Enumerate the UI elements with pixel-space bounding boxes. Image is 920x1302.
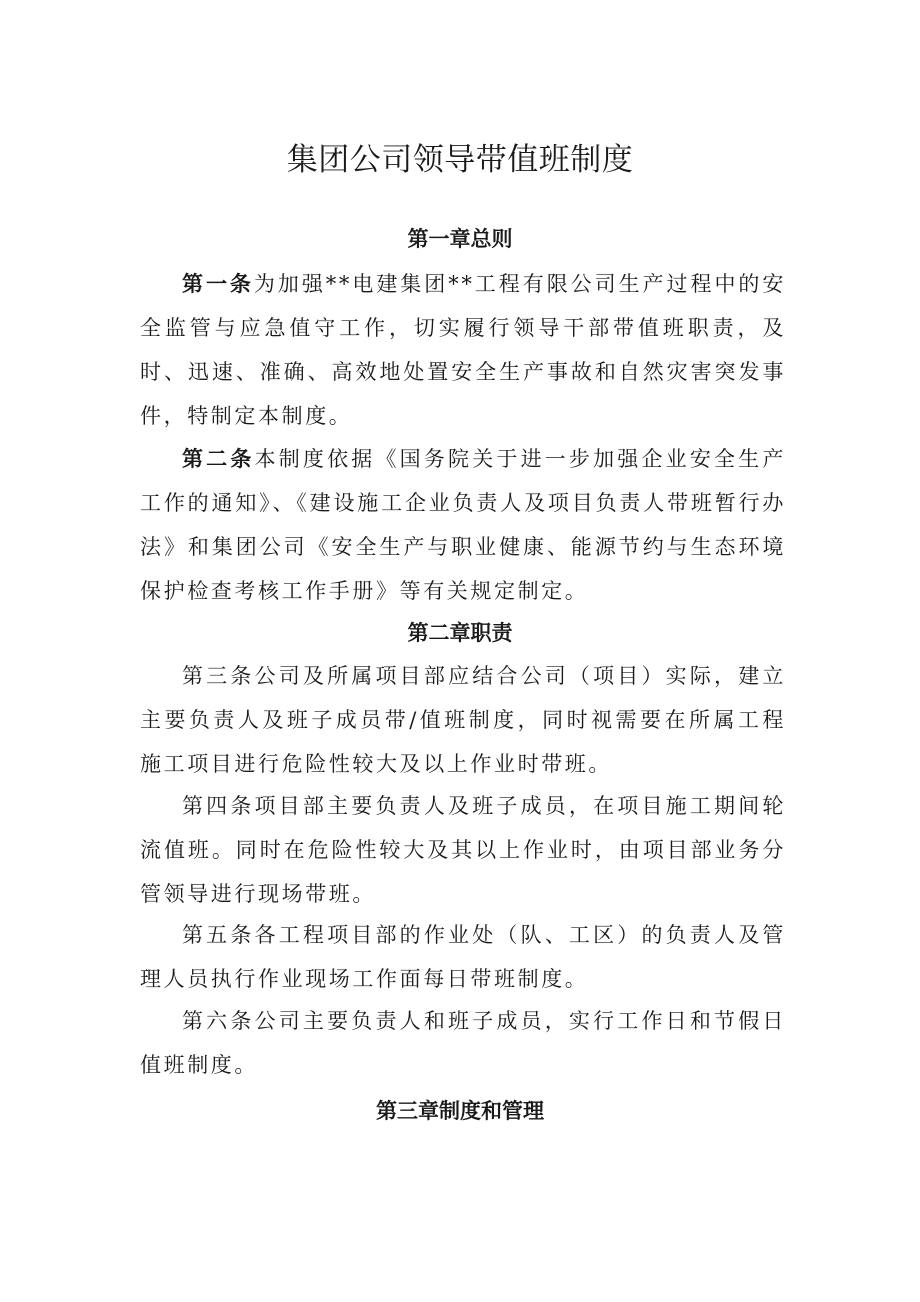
article-1-text: 为加强**电建集团**工程有限公司生产过程中的安全监管与应急值守工作，切实履行领导干部带值班职责，及时、迅速、准确、高效地处置安全生产事故和自然灾害突发事件，特制定本制度。 — [140, 272, 786, 428]
chapter-heading-3: 第三章制度和管理 — [376, 1099, 544, 1123]
article-1-lead: 第一条 — [182, 272, 254, 296]
chapter-heading-2: 第二章职责 — [407, 621, 513, 645]
document-title: 集团公司领导带值班制度 — [286, 142, 634, 178]
article-6: 第六条公司主要负责人和班子成员，实行工作日和节假日值班制度。 — [140, 1009, 786, 1077]
article-1 — [140, 262, 786, 438]
article-2-lead: 第二条 — [182, 447, 255, 471]
article-3: 第三条公司及所属项目部应结合公司（项目）实际，建立主要负责人及班子成员带/值班制度，同时视需要在所属工程施工项目进行危险性较大及以上作业时带班。 — [140, 664, 786, 776]
article-5: 第五条各工程项目部的作业处（队、工区）的负责人及管理人员执行作业现场工作面每日带班制度。 — [140, 923, 786, 991]
article-2-text: 本制度依据《国务院关于进一步加强企业安全生产工作的通知》、《建设施工企业负责人及项目负责人带班暂行办法》和集团公司《安全生产与职业健康、能源节约与生态环境保护检查考核工作手册》等有关规定制定。 — [140, 447, 786, 603]
chapter-heading-1: 第一章总则 — [407, 227, 513, 251]
article-4: 第四条项目部主要负责人及班子成员，在项目施工期间轮流值班。同时在危险性较大及其以上作业时，由项目部业务分管领导进行现场带班。 — [140, 794, 786, 906]
article-2 — [140, 437, 786, 613]
